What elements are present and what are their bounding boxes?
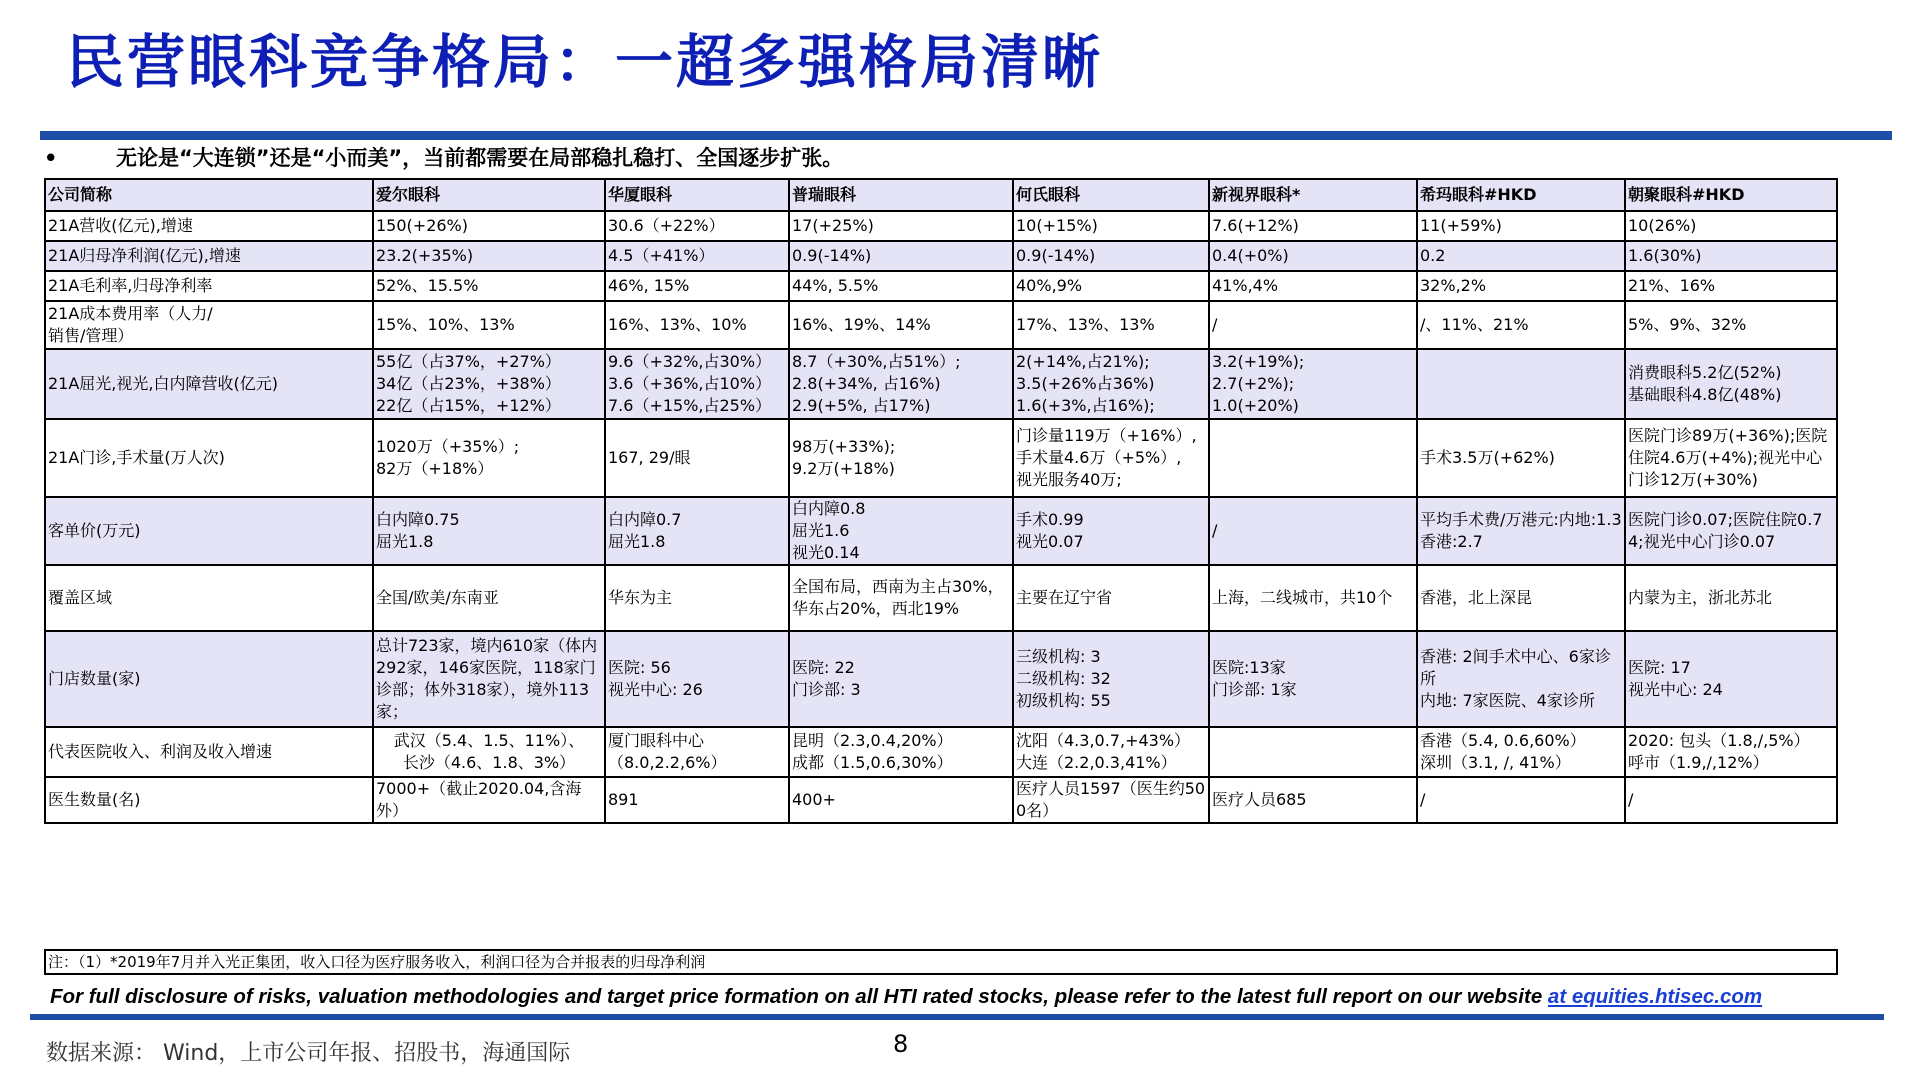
website-link[interactable]: at equities.htisec.com xyxy=(1547,985,1763,1008)
table-cell: 98万(+33%); 9.2万(+18%) xyxy=(789,419,1013,497)
page-number: 8 xyxy=(893,1030,909,1058)
table-cell: 香港（5.4, 0.6,60%） 深圳（3.1, /, 41%） xyxy=(1417,727,1625,777)
comparison-table-wrap xyxy=(44,178,1836,824)
table-row xyxy=(45,241,1837,271)
table-cell: / xyxy=(1209,301,1417,349)
table-row xyxy=(45,565,1837,631)
table-cell: 1.6(30%) xyxy=(1625,241,1837,271)
disclosure-text: For full disclosure of risks, valuation methodologies and target price formation on all HTI rated stocks, please refer to the latest full report on our website xyxy=(50,985,1548,1008)
bullet-dot: • xyxy=(44,146,58,170)
table-row xyxy=(45,631,1837,727)
table-cell: 16%、19%、14% xyxy=(789,301,1013,349)
table-cell: 44%, 5.5% xyxy=(789,271,1013,301)
table-cell: 门诊量119万（+16%）, 手术量4.6万（+5%）, 视光服务40万; xyxy=(1013,419,1209,497)
summary-bullet xyxy=(44,144,1844,172)
table-cell: 11(+59%) xyxy=(1417,211,1625,241)
table-cell: 0.2 xyxy=(1417,241,1625,271)
header-cell: 爱尔眼科 xyxy=(373,179,605,211)
table-cell: 40%,9% xyxy=(1013,271,1209,301)
table-cell: / xyxy=(1417,777,1625,823)
row-label: 21A归母净利润(亿元),增速 xyxy=(45,241,373,271)
table-cell: 医院:13家 门诊部: 1家 xyxy=(1209,631,1417,727)
table-cell: 21%、16% xyxy=(1625,271,1837,301)
header-cell: 普瑞眼科 xyxy=(789,179,1013,211)
table-cell: 上海，二线城市，共10个 xyxy=(1209,565,1417,631)
row-label: 21A营收(亿元),增速 xyxy=(45,211,373,241)
table-cell: 4.5（+41%） xyxy=(605,241,789,271)
table-cell: 17(+25%) xyxy=(789,211,1013,241)
comparison-table xyxy=(44,178,1838,824)
table-cell xyxy=(1209,727,1417,777)
table-cell: 0.9(-14%) xyxy=(789,241,1013,271)
table-cell: 1020万（+35%）; 82万（+18%） xyxy=(373,419,605,497)
table-cell: 医院: 17 视光中心: 24 xyxy=(1625,631,1837,727)
table-cell: 7.6(+12%) xyxy=(1209,211,1417,241)
table-cell: 150(+26%) xyxy=(373,211,605,241)
top-rule xyxy=(40,131,1892,140)
table-cell: 55亿（占37%，+27%） 34亿（占23%，+38%） 22亿（占15%，+12%） xyxy=(373,349,605,419)
table-row xyxy=(45,301,1837,349)
table-cell: 白内障0.7 屈光1.8 xyxy=(605,497,789,565)
table-cell: 武汉（5.4、1.5、11%）、 长沙（4.6、1.8、3%） xyxy=(373,727,605,777)
bottom-rule xyxy=(30,1014,1884,1020)
row-label: 覆盖区域 xyxy=(45,565,373,631)
table-cell: 手术3.5万(+62%) xyxy=(1417,419,1625,497)
table-cell: 0.9(-14%) xyxy=(1013,241,1209,271)
table-cell: 41%,4% xyxy=(1209,271,1417,301)
table-cell: 17%、13%、13% xyxy=(1013,301,1209,349)
header-cell: 希玛眼科#HKD xyxy=(1417,179,1625,211)
table-cell: 医院: 56 视光中心: 26 xyxy=(605,631,789,727)
row-label: 客单价(万元) xyxy=(45,497,373,565)
table-cell: /、11%、21% xyxy=(1417,301,1625,349)
table-row xyxy=(45,777,1837,823)
table-cell: 9.6（+32%,占30%） 3.6（+36%,占10%） 7.6（+15%,占25%） xyxy=(605,349,789,419)
table-cell: 医院门诊89万(+36%);医院住院4.6万(+4%);视光中心门诊12万(+30%) xyxy=(1625,419,1837,497)
table-cell: 香港: 2间手术中心、6家诊所 内地: 7家医院、4家诊所 xyxy=(1417,631,1625,727)
table-cell: 昆明（2.3,0.4,20%） 成都（1.5,0.6,30%） xyxy=(789,727,1013,777)
table-cell xyxy=(1209,419,1417,497)
table-cell: 香港，北上深昆 xyxy=(1417,565,1625,631)
table-header-row xyxy=(45,179,1837,211)
table-cell: 891 xyxy=(605,777,789,823)
table-row xyxy=(45,727,1837,777)
table-cell: 5%、9%、32% xyxy=(1625,301,1837,349)
table-row xyxy=(45,271,1837,301)
table-cell: 0.4(+0%) xyxy=(1209,241,1417,271)
table-cell: 医疗人员685 xyxy=(1209,777,1417,823)
header-cell: 新视界眼科* xyxy=(1209,179,1417,211)
row-label: 21A屈光,视光,白内障营收(亿元) xyxy=(45,349,373,419)
table-cell: 手术0.99 视光0.07 xyxy=(1013,497,1209,565)
table-footnote: 注：（1）*2019年7月并入光正集团，收入口径为医疗服务收入，利润口径为合并报表的归母净利润 xyxy=(44,949,1838,975)
table-cell: 30.6（+22%） xyxy=(605,211,789,241)
header-cell: 公司简称 xyxy=(45,179,373,211)
table-cell: 消费眼科5.2亿(52%) 基础眼科4.8亿(48%) xyxy=(1625,349,1837,419)
table-cell: 华东为主 xyxy=(605,565,789,631)
table-cell: 10(+15%) xyxy=(1013,211,1209,241)
table-row xyxy=(45,497,1837,565)
header-cell: 何氏眼科 xyxy=(1013,179,1209,211)
table-cell: 全国布局，西南为主占30%，华东占20%，西北19% xyxy=(789,565,1013,631)
table-row xyxy=(45,419,1837,497)
table-cell: 总计723家，境内610家（体内292家，146家医院，118家门诊部；体外318家），境外113家； xyxy=(373,631,605,727)
bullet-text: 无论是“大连锁”还是“小而美”，当前都需要在局部稳扎稳打、全国逐步扩张。 xyxy=(116,146,844,170)
disclosure-line xyxy=(50,984,1910,1010)
header-cell: 华厦眼科 xyxy=(605,179,789,211)
row-label: 门店数量(家) xyxy=(45,631,373,727)
table-row xyxy=(45,211,1837,241)
table-cell: 15%、10%、13% xyxy=(373,301,605,349)
table-cell: 三级机构: 3 二级机构: 32 初级机构: 55 xyxy=(1013,631,1209,727)
row-label: 21A门诊,手术量(万人次) xyxy=(45,419,373,497)
comparison-table-body xyxy=(45,179,1837,823)
row-label: 21A毛利率,归母净利率 xyxy=(45,271,373,301)
table-cell: 主要在辽宁省 xyxy=(1013,565,1209,631)
table-cell: 52%、15.5% xyxy=(373,271,605,301)
table-cell: 厦门眼科中心 （8.0,2.2,6%） xyxy=(605,727,789,777)
table-cell: 医疗人员1597（医生约500名） xyxy=(1013,777,1209,823)
data-source: 数据来源： Wind，上市公司年报、招股书，海通国际 xyxy=(46,1041,571,1066)
table-cell: / xyxy=(1209,497,1417,565)
page-title: 民营眼科竞争格局：一超多强格局清晰 xyxy=(66,28,1104,96)
table-row xyxy=(45,349,1837,419)
table-cell: 23.2(+35%) xyxy=(373,241,605,271)
table-cell: / xyxy=(1625,777,1837,823)
row-label: 21A成本费用率（人力/ 销售/管理） xyxy=(45,301,373,349)
table-cell: 3.2(+19%); 2.7(+2%); 1.0(+20%) xyxy=(1209,349,1417,419)
table-cell: 400+ xyxy=(789,777,1013,823)
table-cell: 2020: 包头（1.8,/,5%） 呼市（1.9,/,12%） xyxy=(1625,727,1837,777)
table-cell: 白内障0.75 屈光1.8 xyxy=(373,497,605,565)
table-cell: 全国/欧美/东南亚 xyxy=(373,565,605,631)
table-cell: 内蒙为主，浙北苏北 xyxy=(1625,565,1837,631)
row-label: 代表医院收入、利润及收入增速 xyxy=(45,727,373,777)
table-cell: 医院门诊0.07;医院住院0.74;视光中心门诊0.07 xyxy=(1625,497,1837,565)
table-cell: 32%,2% xyxy=(1417,271,1625,301)
table-cell: 7000+（截止2020.04,含海外） xyxy=(373,777,605,823)
table-cell xyxy=(1417,349,1625,419)
table-cell: 医院: 22 门诊部: 3 xyxy=(789,631,1013,727)
table-cell: 沈阳（4.3,0.7,+43%） 大连（2.2,0.3,41%） xyxy=(1013,727,1209,777)
table-cell: 2(+14%,占21%); 3.5(+26%占36%) 1.6(+3%,占16%); xyxy=(1013,349,1209,419)
table-cell: 16%、13%、10% xyxy=(605,301,789,349)
table-cell: 8.7（+30%,占51%）; 2.8(+34%, 占16%) 2.9(+5%, 占17%) xyxy=(789,349,1013,419)
table-cell: 46%, 15% xyxy=(605,271,789,301)
table-cell: 167, 29/眼 xyxy=(605,419,789,497)
row-label: 医生数量(名) xyxy=(45,777,373,823)
table-cell: 10(26%) xyxy=(1625,211,1837,241)
header-cell: 朝聚眼科#HKD xyxy=(1625,179,1837,211)
table-cell: 平均手术费/万港元:内地:1.3 香港:2.7 xyxy=(1417,497,1625,565)
table-cell: 白内障0.8 屈光1.6 视光0.14 xyxy=(789,497,1013,565)
